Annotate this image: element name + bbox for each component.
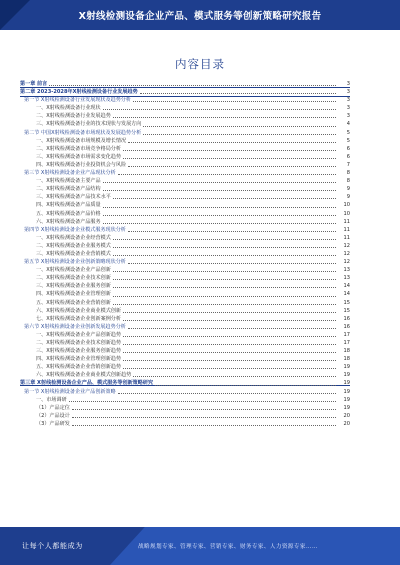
toc-entry-label: 三、X射线检测设备市场需求变化趋势 <box>36 153 121 160</box>
toc-entry-page: 3 <box>346 113 350 120</box>
toc-leader-dots <box>103 215 336 216</box>
toc-leader-dots <box>113 117 336 118</box>
toc-entry-page: 7 <box>346 161 350 168</box>
toc-entry[interactable] <box>20 363 350 371</box>
toc-entry[interactable] <box>20 96 350 104</box>
toc-entry[interactable] <box>20 299 350 307</box>
toc-leader-dots <box>123 352 336 353</box>
toc-entry-page: 19 <box>343 380 350 387</box>
toc-entry-label: 七、X射线检测设备企业创新案例分析 <box>36 315 121 322</box>
toc-leader-dots <box>128 142 336 143</box>
toc-leader-dots <box>113 287 336 288</box>
toc-entry-label: 一、X射线检测设备主要产品 <box>36 178 101 185</box>
toc-entry-label: 第四节 X射线检测设备企业模式服务现状分析 <box>24 226 126 233</box>
toc-entry-page: 14 <box>343 283 350 290</box>
toc-entry-label: 三、X射线检测设备企业服务创新趋势 <box>36 348 121 355</box>
toc-entry[interactable] <box>20 274 350 282</box>
toc-entry[interactable] <box>20 290 350 298</box>
toc-entry-page: 12 <box>343 250 350 257</box>
toc-entry-page: 15 <box>343 307 350 314</box>
toc-leader-dots <box>113 296 336 297</box>
toc-entry[interactable] <box>20 137 350 145</box>
toc-entry[interactable] <box>20 396 350 404</box>
toc-entry-label: 五、X射线检测设备企业营销创新趋势 <box>36 364 121 371</box>
toc-entry[interactable] <box>20 315 350 323</box>
toc-leader-dots <box>113 271 336 272</box>
toc-entry[interactable] <box>20 307 350 315</box>
toc-entry-page: 16 <box>343 323 350 330</box>
toc-leader-dots <box>123 360 336 361</box>
toc-entry-page: 3 <box>346 105 350 112</box>
toc-entry-page: 12 <box>343 242 350 249</box>
toc-leader-dots <box>123 368 336 369</box>
toc-leader-dots <box>140 93 336 94</box>
toc-entry-page: 11 <box>343 218 350 225</box>
toc-entry[interactable] <box>20 404 350 412</box>
toc-entry-page: 10 <box>343 202 350 209</box>
toc-leader-dots <box>49 85 336 86</box>
toc-entry[interactable] <box>20 234 350 242</box>
toc-entry-label: 五、X射线检测设备产品价格 <box>36 210 101 217</box>
toc-entry-page: 15 <box>343 299 350 306</box>
toc-entry-label: 一、X射线检测设备行业现状 <box>36 105 101 112</box>
toc-entry-page: 10 <box>343 210 350 217</box>
toc-entry-label: （1）产品定位 <box>36 404 70 411</box>
toc-entry[interactable] <box>20 201 350 209</box>
toc-leader-dots <box>113 247 336 248</box>
toc-entry-page: 8 <box>346 178 350 185</box>
toc-entry[interactable] <box>20 185 350 193</box>
toc-entry-page: 6 <box>346 145 350 152</box>
toc-entry[interactable] <box>20 339 350 347</box>
toc-entry-label: 四、X射线检测设备行业投资机会与风险 <box>36 161 127 168</box>
toc-leader-dots <box>113 255 336 256</box>
toc-leader-dots <box>155 385 336 386</box>
toc-entry[interactable] <box>20 242 350 250</box>
toc-entry[interactable] <box>20 250 350 258</box>
toc-entry-page: 9 <box>346 194 350 201</box>
toc-entry-page: 6 <box>346 153 350 160</box>
toc-entry-label: 第二章 2023-2028年X射线检测设备行业发展趋势 <box>20 89 138 96</box>
toc-leader-dots <box>123 336 336 337</box>
toc-leader-dots <box>118 174 336 175</box>
toc-entry-page: 18 <box>343 356 350 363</box>
toc-entry-label: 第三节 X射线检测设备企业产品现状分析 <box>24 170 116 177</box>
toc-entry[interactable] <box>20 80 350 88</box>
toc-entry-page: 13 <box>343 275 350 282</box>
toc-entry-page: 13 <box>343 267 350 274</box>
toc-entry-label: 二、X射线检测设备行业发展趋势 <box>36 113 111 120</box>
toc-entry[interactable] <box>20 129 350 137</box>
toc-leader-dots <box>128 166 336 167</box>
toc-entry-label: （3）产品研发 <box>36 420 70 427</box>
toc-entry-page: 11 <box>343 226 350 233</box>
toc-leader-dots <box>118 393 336 394</box>
toc-entry[interactable] <box>20 145 350 153</box>
toc-entry[interactable] <box>20 379 350 387</box>
toc-heading: 内容目录 <box>175 57 225 71</box>
toc-entry[interactable] <box>20 153 350 161</box>
toc-entry[interactable] <box>20 112 350 120</box>
toc-entry[interactable] <box>20 120 350 128</box>
toc-entry-label: 二、X射线检测设备产品结构 <box>36 186 101 193</box>
toc-leader-dots <box>103 207 336 208</box>
toc-entry-label: 一、X射线检测设备企业产品创新趋势 <box>36 331 121 338</box>
toc-entry-page: 20 <box>343 412 350 419</box>
toc-entry-label: 六、X射线检测设备产品服务 <box>36 218 101 225</box>
toc-entry-page: 19 <box>343 396 350 403</box>
toc-leader-dots <box>143 134 336 135</box>
toc-entry-label: 二、X射线检测设备企业服务模式 <box>36 242 111 249</box>
toc-entry[interactable] <box>20 420 350 428</box>
toc-entry[interactable] <box>20 331 350 339</box>
page-footer <box>0 527 400 565</box>
toc-leader-dots <box>123 158 336 159</box>
toc-entry-page: 19 <box>343 372 350 379</box>
toc-entry[interactable] <box>20 258 350 266</box>
toc-entry-label: 三、X射线检测设备企业服务创新 <box>36 283 111 290</box>
toc-entry-label: 四、X射线检测设备产品质量 <box>36 202 101 209</box>
toc-entry[interactable] <box>20 355 350 363</box>
toc-entry-page: 12 <box>343 259 350 266</box>
toc-leader-dots <box>128 328 336 329</box>
toc-leader-dots <box>72 409 336 410</box>
toc-leader-dots <box>103 182 336 183</box>
toc-entry[interactable] <box>20 193 350 201</box>
toc-entry-page: 19 <box>343 364 350 371</box>
toc-entry-page: 17 <box>343 331 350 338</box>
toc-entry[interactable] <box>20 388 350 396</box>
toc-entry[interactable] <box>20 210 350 218</box>
toc-entry-label: 一、X射线检测设备企业经营模式 <box>36 234 111 241</box>
toc-entry-label: 一、X射线检测设备企业产品创新 <box>36 267 111 274</box>
toc-leader-dots <box>103 190 336 191</box>
toc-entry-label: 第一节 X射线检测设备企业产品创新策略 <box>24 388 116 395</box>
toc-entry-label: 第三章 X射线检测设备企业产品、模式服务等创新策略研究 <box>20 380 154 387</box>
toc-entry-label: 第六节 X射线检测设备企业创新发展趋势分析 <box>24 323 126 330</box>
toc-entry[interactable] <box>20 412 350 420</box>
toc-entry[interactable] <box>20 323 350 331</box>
toc-entry[interactable] <box>20 218 350 226</box>
toc-entry-page: 5 <box>346 129 350 136</box>
toc-entry-label: 三、X射线检测设备行业的技术现状与发展方向 <box>36 121 142 128</box>
toc-leader-dots <box>72 417 336 418</box>
footer-tagline: 战略规划专家、管理专家、营销专家、财务专家、人力资源专家…… <box>138 544 318 550</box>
toc-entry[interactable] <box>20 371 350 379</box>
toc-leader-dots <box>113 304 336 305</box>
toc-entry-page: 19 <box>343 404 350 411</box>
toc-entry-page: 18 <box>343 348 350 355</box>
toc-leader-dots <box>133 376 336 377</box>
toc-entry-label: 二、X射线检测设备企业技术创新 <box>36 275 111 282</box>
footer-slogan: 让每个人都能成为 <box>22 542 83 550</box>
toc-entry-page: 11 <box>343 234 350 241</box>
toc-leader-dots <box>113 239 336 240</box>
toc-entry-label: 第二节 中国X射线检测设备市场现状及发展趋势分析 <box>24 129 142 136</box>
table-of-contents <box>20 80 350 428</box>
toc-entry[interactable] <box>20 104 350 112</box>
toc-entry-label: 三、X射线检测设备企业营销模式 <box>36 250 111 257</box>
toc-entry-label: 第一章 前言 <box>20 81 48 87</box>
toc-entry[interactable] <box>20 169 350 177</box>
toc-leader-dots <box>123 320 336 321</box>
toc-entry-label: （2）产品设计 <box>36 412 70 419</box>
toc-entry-page: 16 <box>343 315 350 322</box>
toc-leader-dots <box>143 126 336 127</box>
toc-entry-page: 3 <box>346 89 350 96</box>
toc-entry-page: 14 <box>343 291 350 298</box>
toc-leader-dots <box>72 425 336 426</box>
page-header <box>0 0 400 30</box>
toc-entry-label: 六、X射线检测设备企业商业模式创新 <box>36 307 121 314</box>
toc-entry-label: 一、市场调研 <box>36 396 67 403</box>
toc-entry-page: 4 <box>346 121 350 128</box>
toc-entry-page: 9 <box>346 186 350 193</box>
toc-leader-dots <box>103 223 336 224</box>
toc-entry-page: 3 <box>346 97 350 104</box>
toc-leader-dots <box>103 109 336 110</box>
toc-entry-label: 四、X射线检测设备企业管理创新 <box>36 291 111 298</box>
toc-entry[interactable] <box>20 282 350 290</box>
toc-entry-label: 第五节 X射线检测设备企业创新策略现状分析 <box>24 259 126 266</box>
toc-entry-label: 二、X射线检测设备市场竞争格局分析 <box>36 145 121 152</box>
toc-leader-dots <box>113 279 336 280</box>
toc-entry-page: 19 <box>343 388 350 395</box>
toc-leader-dots <box>123 344 336 345</box>
toc-entry-label: 五、X射线检测设备企业营销创新 <box>36 299 111 306</box>
toc-leader-dots <box>128 231 336 232</box>
toc-entry-label: 二、X射线检测设备企业技术创新趋势 <box>36 340 121 346</box>
toc-entry-page: 8 <box>346 170 350 177</box>
toc-entry-page: 17 <box>343 340 350 346</box>
toc-leader-dots <box>133 101 336 102</box>
report-title: X射线检测设备企业产品、模式服务等创新策略研究报告 <box>78 11 322 22</box>
toc-leader-dots <box>69 401 336 402</box>
toc-entry-page: 20 <box>343 420 350 427</box>
toc-entry[interactable] <box>20 88 350 96</box>
toc-entry-label: 四、X射线检测设备企业管理创新趋势 <box>36 356 121 363</box>
toc-leader-dots <box>128 263 336 264</box>
toc-entry[interactable] <box>20 177 350 185</box>
toc-entry-page: 5 <box>346 137 350 144</box>
toc-entry-label: 一、X射线检测设备市场规模及增长情况 <box>36 137 127 144</box>
toc-entry[interactable] <box>20 161 350 169</box>
toc-entry-label: 六、X射线检测设备企业商业模式创新趋势 <box>36 372 132 379</box>
toc-entry[interactable] <box>20 266 350 274</box>
toc-entry-label: 三、X射线检测设备产品技术水平 <box>36 194 111 201</box>
toc-leader-dots <box>113 198 336 199</box>
toc-entry[interactable] <box>20 226 350 234</box>
toc-entry-page: 3 <box>346 81 350 87</box>
toc-entry-label: 第一节 X射线检测设备行业发展现状及趋势分析 <box>24 97 131 104</box>
toc-entry[interactable] <box>20 347 350 355</box>
toc-leader-dots <box>123 312 336 313</box>
toc-leader-dots <box>123 150 336 151</box>
